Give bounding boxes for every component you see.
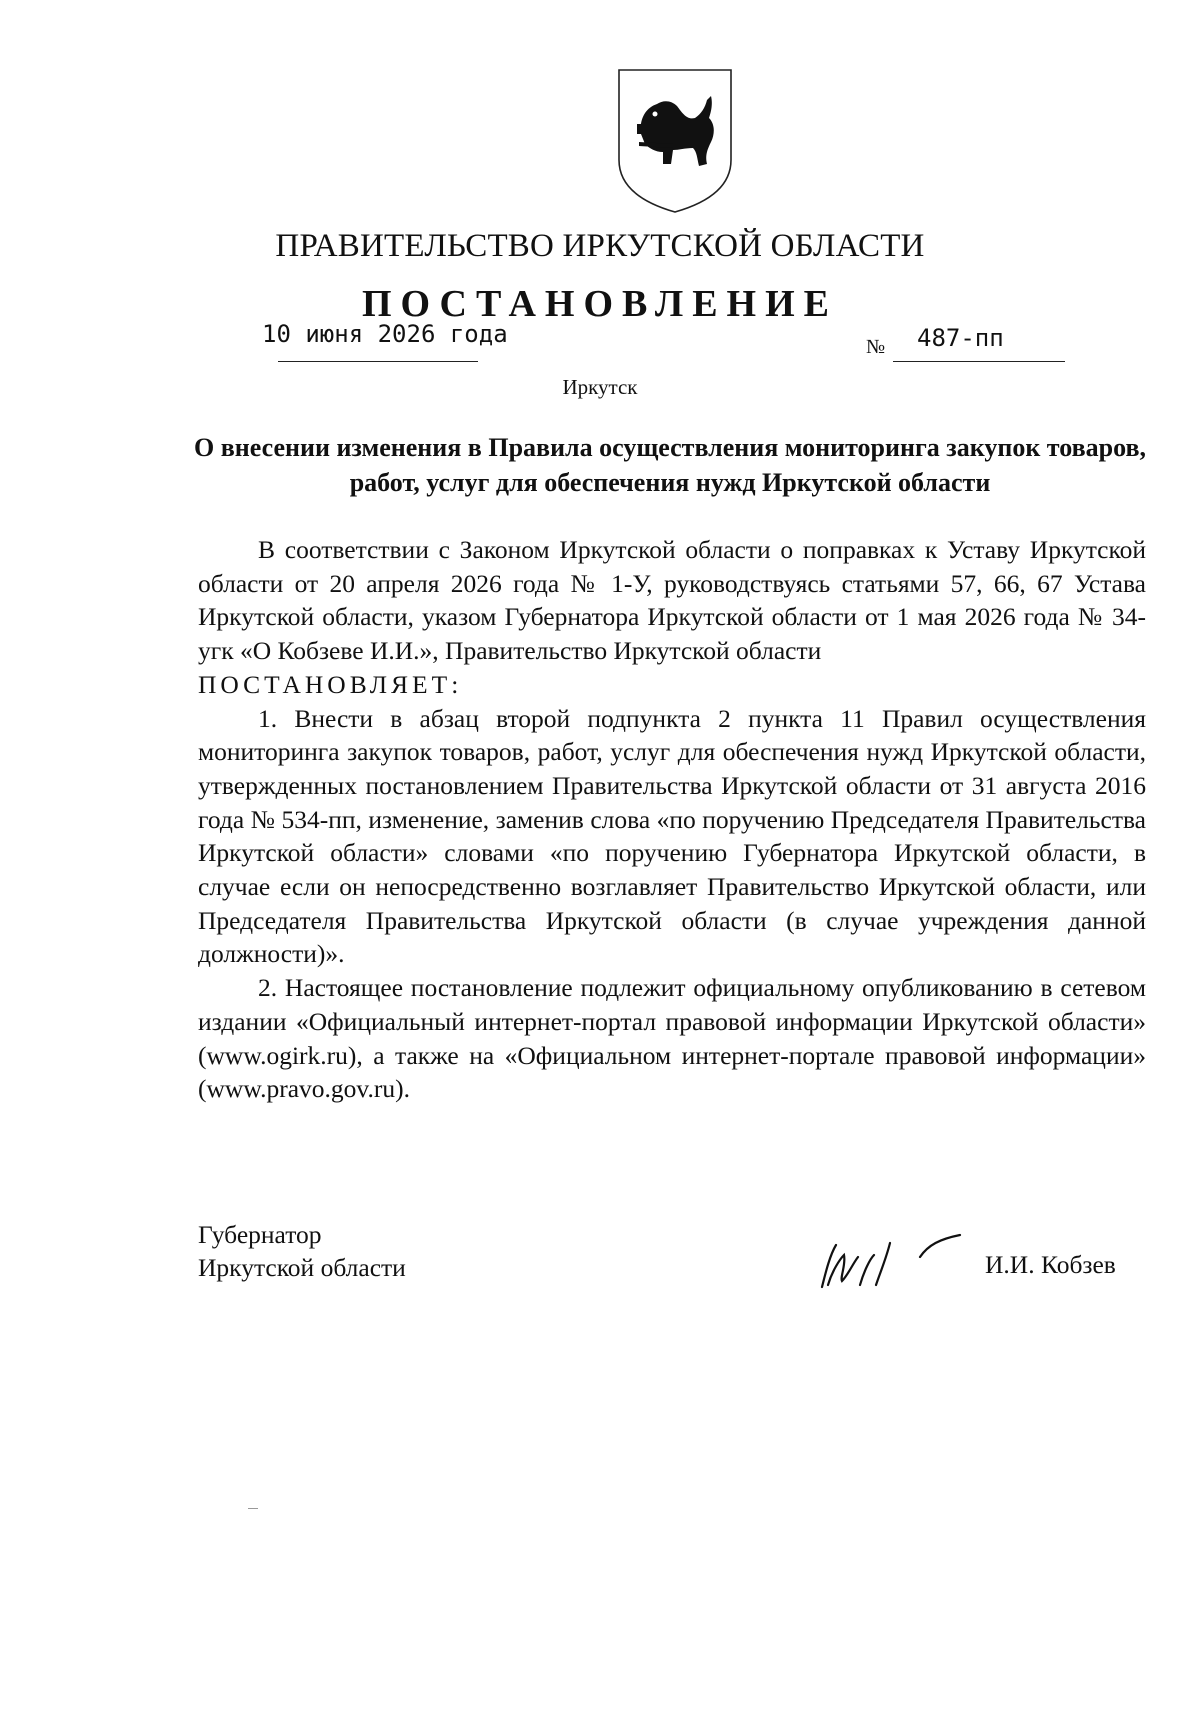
signatory-title-line: Губернатор <box>198 1220 322 1249</box>
number-underline <box>893 361 1065 362</box>
document-body <box>198 533 1146 1106</box>
handwritten-signature-icon <box>800 1215 970 1295</box>
government-name: ПРАВИТЕЛЬСТВО ИРКУТСКОЙ ОБЛАСТИ <box>275 228 925 264</box>
document-type: ПОСТАНОВЛЕНИЕ <box>361 283 839 325</box>
coat-of-arms-icon <box>615 68 735 214</box>
preamble-paragraph: В соответствии с Законом Иркутской области о поправках к Уставу Иркутской области от 20 апреля 2026 года № 1-У, руководствуясь статьями 57, 66, 67 Устава Иркутской области, указом Губернатора Иркутской области от 1 мая 2026 года № 34-угк «О Кобзеве И.И.», Правительство Иркутской области <box>198 535 1146 666</box>
document-date: 10 июня 2026 года <box>262 320 508 348</box>
date-underline <box>278 361 478 362</box>
scan-mark <box>248 1508 258 1509</box>
clause-paragraph: 1. Внести в абзац второй подпункта 2 пункта 11 Правил осуществления мониторинга закупок товаров, работ, услуг для обеспечения нужд Иркутской области, утвержденных постановлением Правительства Иркутской области от 31 августа 2016 года № 534-пп, изменение, заменив слова «по поручению Председателя Правительства Иркутской области» словами «по поручению Губернатора Иркутской области, в случае если он непосредственно возглавляет Правительство Иркутской области, или Председателя Правительства Иркутской области (в случае учреждения данной должности)». <box>198 703 1146 969</box>
document-heading: О внесении изменения в Правила осуществления мониторинга закупок товаров, работ, услуг для обеспечения нужд Иркутской области <box>194 433 1146 497</box>
number-sign: № <box>866 336 886 358</box>
signatory-title <box>198 1218 406 1284</box>
document-number: 487-пп <box>917 324 1004 352</box>
resolves-line: ПОСТАНОВЛЯЕТ: <box>198 669 463 699</box>
signatory-title-line: Иркутской области <box>198 1253 406 1282</box>
city: Иркутск <box>562 375 638 399</box>
signatory-name: И.И. Кобзев <box>985 1250 1116 1279</box>
clause-paragraph: 2. Настоящее постановление подлежит официальному опубликованию в сетевом издании «Официальный интернет-портал правовой информации Иркутской области» (www.ogirk.ru), а также на «Официальном интернет-портале правовой информации» (www.pravo.gov.ru). <box>198 973 1146 1104</box>
